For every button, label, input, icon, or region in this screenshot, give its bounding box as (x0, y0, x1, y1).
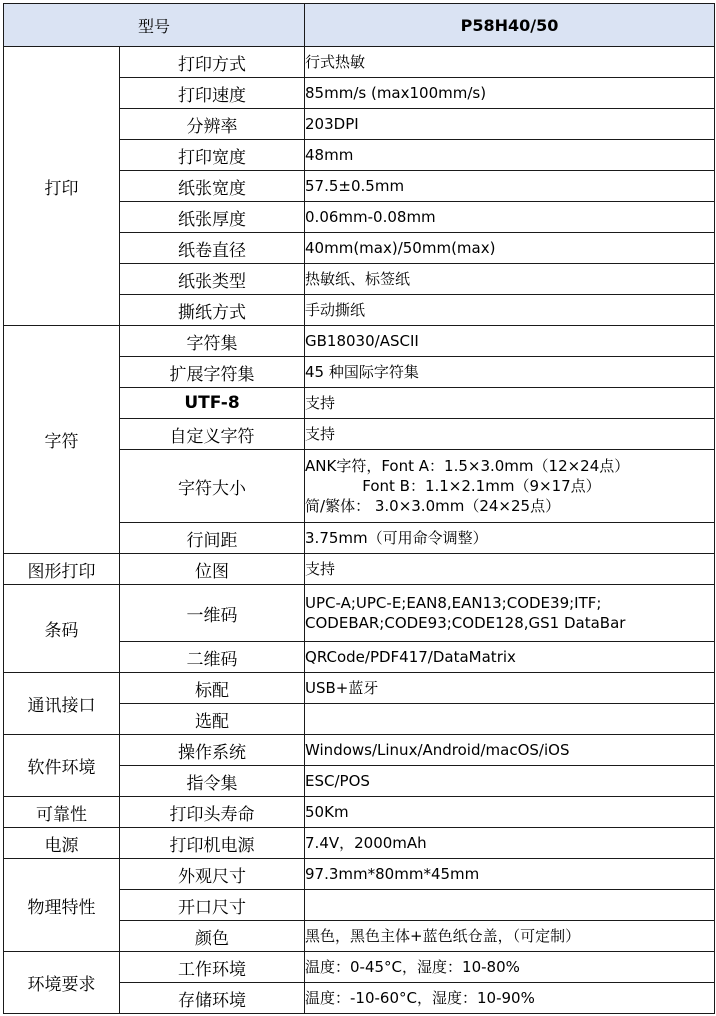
value-cell (305, 766, 715, 797)
item-cell: 一维码 (120, 585, 305, 642)
category-cell: 环境要求 (4, 952, 120, 1014)
value-line: 支持 (305, 425, 336, 443)
item-cell: 打印头寿命 (120, 797, 305, 828)
item-cell: 纸卷直径 (120, 233, 305, 264)
model-name: P58H40/50 (305, 4, 715, 47)
value-line: 支持 (305, 560, 336, 578)
item-cell: 字符集 (120, 326, 305, 357)
value-line: ANK字符，Font A：1.5×3.0mm（12×24点） (305, 457, 630, 475)
value-line: 热敏纸、标签纸 (305, 270, 411, 288)
category-cell: 软件环境 (4, 735, 120, 797)
table-row (4, 952, 715, 983)
value-cell (305, 295, 715, 326)
value-cell (305, 264, 715, 295)
value-cell (305, 233, 715, 264)
category-cell: 可靠性 (4, 797, 120, 828)
value-cell (305, 921, 715, 952)
value-line: CODEBAR;CODE93;CODE128,GS1 DataBar (305, 614, 626, 632)
value-line: 行式热敏 (305, 53, 366, 71)
item-cell: 纸张类型 (120, 264, 305, 295)
value-line: UPC-A;UPC-E;EAN8,EAN13;CODE39;ITF; (305, 594, 602, 612)
category-cell: 通讯接口 (4, 673, 120, 735)
value-cell (305, 828, 715, 859)
item-cell: 纸张宽度 (120, 171, 305, 202)
item-cell: 存储环境 (120, 983, 305, 1014)
category-cell: 条码 (4, 585, 120, 673)
item-cell: 开口尺寸 (120, 890, 305, 921)
value-cell (305, 523, 715, 554)
item-cell: 打印机电源 (120, 828, 305, 859)
category-cell: 图形打印 (4, 554, 120, 585)
spec-body (4, 47, 715, 1014)
value-cell (305, 357, 715, 388)
table-row (4, 585, 715, 642)
value-cell (305, 797, 715, 828)
value-cell (305, 983, 715, 1014)
header-row (4, 4, 715, 47)
spec-table (3, 3, 715, 1014)
value-line: Font B：1.1×2.1mm（9×17点） (305, 477, 601, 495)
value-line: GB18030/ASCII (305, 332, 419, 350)
item-cell: 选配 (120, 704, 305, 735)
value-cell (305, 952, 715, 983)
item-cell: 行间距 (120, 523, 305, 554)
value-cell (305, 109, 715, 140)
header-label: 型号 (4, 4, 305, 47)
value-line: 3.75mm（可用命令调整） (305, 529, 488, 547)
table-row (4, 326, 715, 357)
value-cell (305, 202, 715, 233)
value-cell (305, 326, 715, 357)
value-line: Windows/Linux/Android/macOS/iOS (305, 741, 570, 759)
value-line: 203DPI (305, 115, 359, 133)
value-line: 57.5±0.5mm (305, 177, 405, 195)
value-line: ESC/POS (305, 772, 370, 790)
value-cell (305, 47, 715, 78)
value-cell (305, 642, 715, 673)
value-cell (305, 704, 715, 735)
value-cell (305, 450, 715, 523)
value-line: 7.4V，2000mAh (305, 834, 427, 852)
item-cell: 自定义字符 (120, 419, 305, 450)
value-cell (305, 585, 715, 642)
item-cell: 操作系统 (120, 735, 305, 766)
value-cell (305, 673, 715, 704)
value-line: 黑色，黑色主体+蓝色纸仓盖，（可定制） (305, 927, 581, 945)
table-row (4, 47, 715, 78)
value-line: 45 种国际字符集 (305, 363, 419, 381)
category-cell: 电源 (4, 828, 120, 859)
value-line: USB+蓝牙 (305, 679, 379, 697)
table-row (4, 859, 715, 890)
category-cell: 打印 (4, 47, 120, 326)
value-line: 简/繁体： 3.0×3.0mm（24×25点） (305, 497, 561, 515)
category-cell: 字符 (4, 326, 120, 554)
value-line: 48mm (305, 146, 354, 164)
item-cell: 二维码 (120, 642, 305, 673)
item-cell: 打印速度 (120, 78, 305, 109)
value-line: 40mm(max)/50mm(max) (305, 239, 496, 257)
value-cell (305, 890, 715, 921)
table-row (4, 554, 715, 585)
value-cell (305, 735, 715, 766)
value-cell (305, 859, 715, 890)
value-line: 温度：0-45°C，湿度：10-80% (305, 958, 520, 976)
value-line: 手动撕纸 (305, 301, 366, 319)
item-cell: 扩展字符集 (120, 357, 305, 388)
item-cell: 撕纸方式 (120, 295, 305, 326)
value-cell (305, 78, 715, 109)
item-cell: 颜色 (120, 921, 305, 952)
item-cell: 标配 (120, 673, 305, 704)
value-line: 85mm/s (max100mm/s) (305, 84, 487, 102)
table-row (4, 735, 715, 766)
value-line: QRCode/PDF417/DataMatrix (305, 648, 516, 666)
value-cell (305, 171, 715, 202)
item-cell: 纸张厚度 (120, 202, 305, 233)
item-cell: 外观尺寸 (120, 859, 305, 890)
table-row (4, 673, 715, 704)
item-cell: 打印宽度 (120, 140, 305, 171)
value-line: 0.06mm-0.08mm (305, 208, 436, 226)
item-cell: UTF-8 (120, 388, 305, 419)
value-cell (305, 140, 715, 171)
item-cell: 打印方式 (120, 47, 305, 78)
value-cell (305, 419, 715, 450)
item-cell: 工作环境 (120, 952, 305, 983)
value-line: 50Km (305, 803, 349, 821)
value-cell (305, 388, 715, 419)
table-row (4, 828, 715, 859)
table-row (4, 797, 715, 828)
value-line: 支持 (305, 394, 336, 412)
value-cell (305, 554, 715, 585)
value-line: 97.3mm*80mm*45mm (305, 865, 480, 883)
item-cell: 位图 (120, 554, 305, 585)
item-cell: 分辨率 (120, 109, 305, 140)
value-line: 温度：-10-60°C，湿度：10-90% (305, 989, 535, 1007)
category-cell: 物理特性 (4, 859, 120, 952)
item-cell: 字符大小 (120, 450, 305, 523)
item-cell: 指令集 (120, 766, 305, 797)
